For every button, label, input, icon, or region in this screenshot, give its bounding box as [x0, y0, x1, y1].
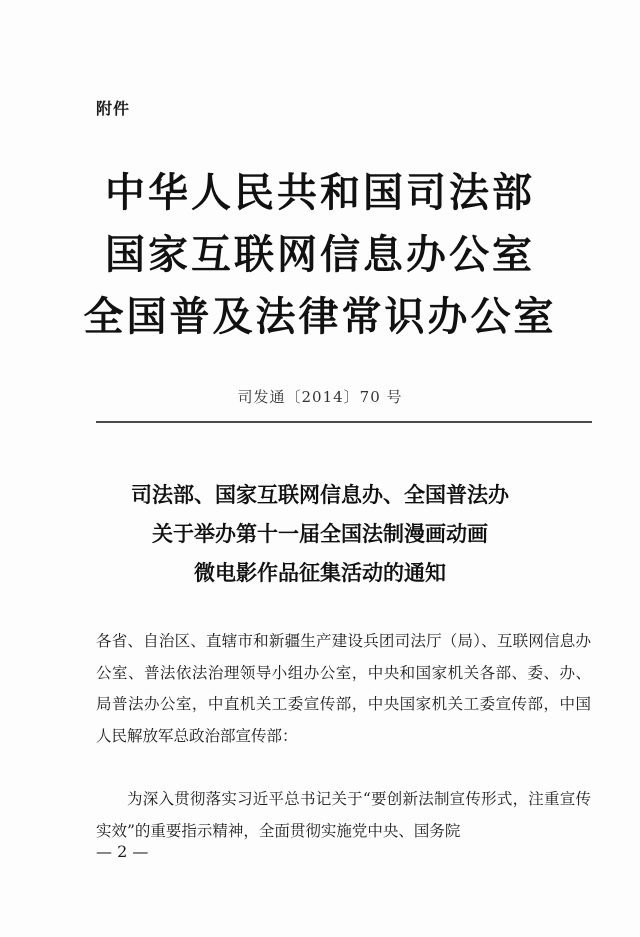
attachment-label: 附件	[96, 99, 131, 118]
issuer-legal-education-office: 全国普及法律常识办公室	[83, 293, 557, 340]
page-number: — 2 —	[96, 842, 149, 861]
notice-title-line: 微电影作品征集活动的通知	[194, 561, 446, 585]
header-divider	[96, 421, 592, 423]
document-number: 司发通〔2014〕70 号	[237, 388, 403, 406]
issuer-ministry-of-justice: 中华人民共和国司法部	[105, 169, 535, 216]
issuer-cyberspace-administration: 国家互联网信息办公室	[105, 231, 535, 278]
addressee-paragraph: 各省、自治区、直辖市和新疆生产建设兵团司法厅（局）、互联网信息办公室、普法依法治理领导小组办公室，中央和国家机关各部、委、办、局普法办公室，中直机关工委宣传部，中央国家机关工委宣传部，中国人民解放军总政治部宣传部：	[96, 632, 591, 745]
notice-title-line: 关于举办第十一届全国法制漫画动画	[152, 522, 488, 546]
body-paragraph: 为深入贯彻落实习近平总书记关于“要创新法制宣传形式，注重宣传实效”的重要指示精神，全面贯彻实施党中央、国务院	[96, 790, 591, 840]
notice-title	[0, 476, 640, 593]
issuer-header	[0, 162, 640, 348]
notice-title-line: 司法部、国家互联网信息办、全国普法办	[131, 483, 509, 507]
